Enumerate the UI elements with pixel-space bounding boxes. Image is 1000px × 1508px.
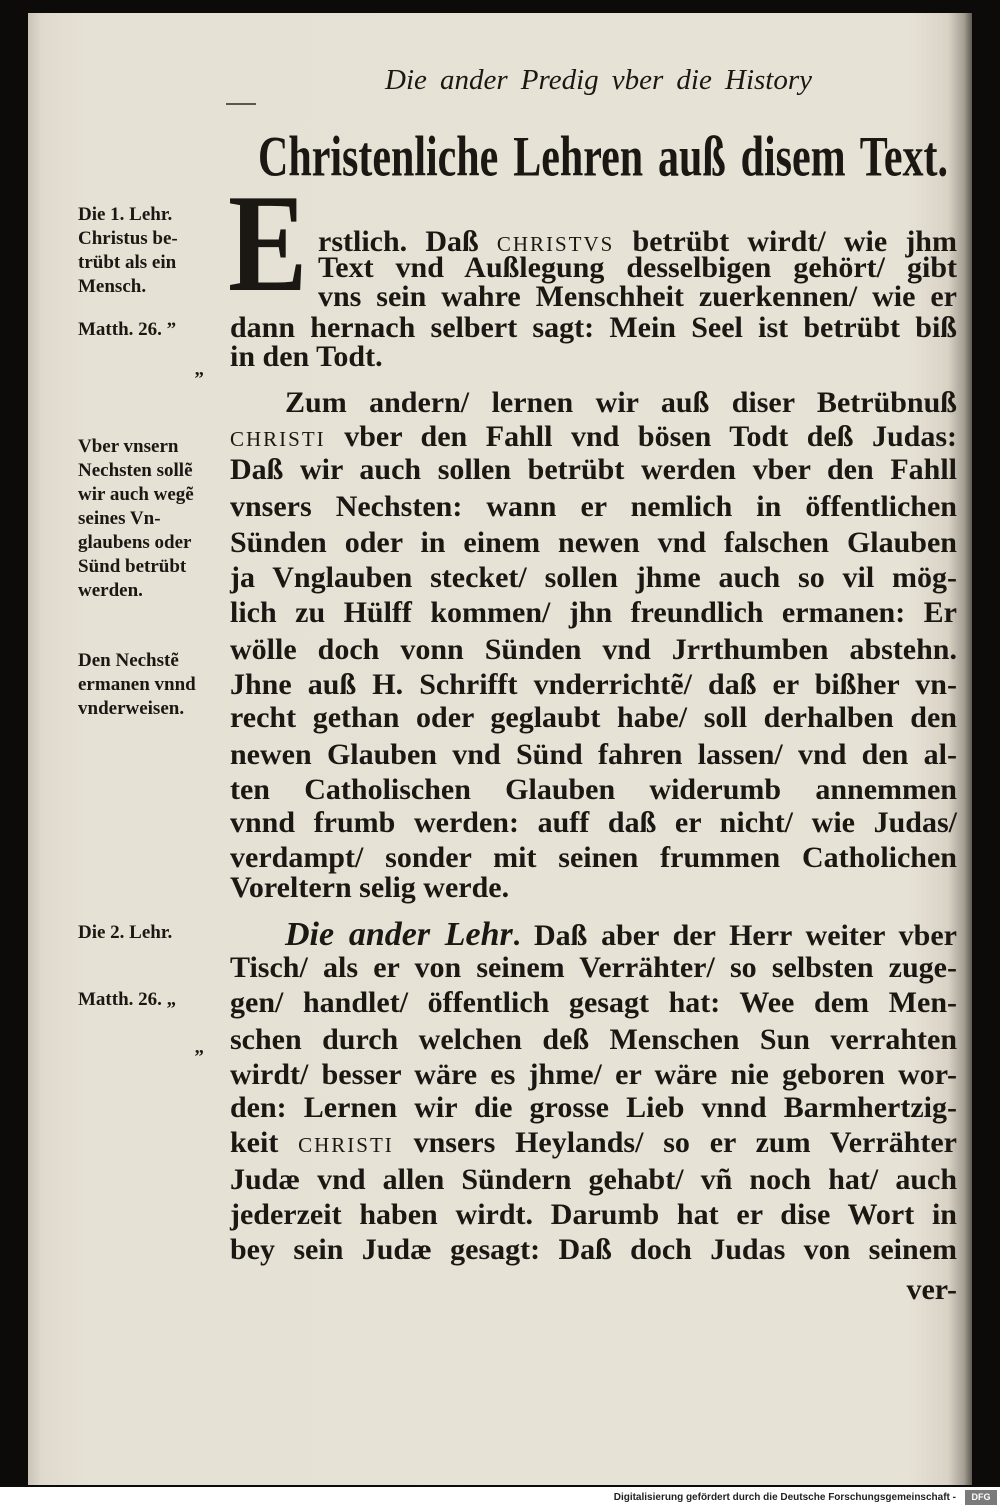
dfg-logo: DFG	[965, 1490, 997, 1505]
text-line: bey sein Judæ gesagt: Daß doch Judas von seinem	[230, 1233, 957, 1266]
margin-note-line: Die 2. Lehr.	[78, 922, 173, 943]
margin-note-reference	[78, 988, 218, 1060]
quotation-mark: „	[194, 1037, 204, 1058]
text-line: Sünden oder in einem newen vnd falschen Glauben	[230, 526, 957, 559]
running-head: Die ander Predig vber die History	[385, 64, 812, 96]
text-line: gen/ handlet/ öffentlich gesagt hat: Wee dem Men-	[230, 986, 957, 1019]
text-line: recht gethan oder geglaubt habe/ soll derhalben den	[230, 701, 957, 734]
text-line: Voreltern selig werde.	[230, 871, 510, 904]
text-line: Tisch/ als er von seinem Verrähter/ so selbsten zuge-	[230, 951, 957, 984]
text-line: Daß wir auch sollen betrübt werden vber den Fahll	[230, 453, 957, 486]
margin-note-line: seines Vn-	[78, 508, 161, 529]
margin-note-line: glaubens oder	[78, 532, 192, 553]
margin-note-reference	[78, 318, 218, 382]
text-line: in den Todt.	[230, 340, 383, 373]
text-segment: vber den Fahll vnd bösen Todt deß Judas:	[325, 420, 957, 453]
margin-note	[78, 203, 218, 299]
margin-note-line: Christus be-	[78, 228, 178, 249]
margin-note-line: Vber vnsern	[78, 436, 179, 457]
text-line: vnnd frumb werden: auff daß er nicht/ wie Judas/	[230, 806, 957, 839]
margin-note-line: Nechsten sollẽ	[78, 460, 193, 481]
small-caps-name: CHRISTI	[230, 427, 326, 451]
section-title: Christenliche Lehren auß disem Text.	[258, 126, 948, 189]
margin-note-line: Matth. 26. ”	[78, 319, 177, 340]
text-line	[230, 1126, 957, 1160]
text-line: newen Glauben vnd Sünd fahren lassen/ vnd den al-	[230, 738, 957, 771]
text-line: Judæ vnd allen Sündern gehabt/ vñ noch hat/ auch	[230, 1163, 957, 1196]
margin-note-line: trübt als ein	[78, 252, 177, 273]
small-caps-name: CHRISTVS	[496, 232, 615, 256]
text-segment: . Daß aber der Herr weiter vber	[512, 919, 957, 952]
text-line	[285, 918, 957, 952]
margin-note-line: Die 1. Lehr.	[78, 204, 173, 225]
digitization-credit: Digitalisierung gefördert durch die Deutsche Forschungsgemeinschaft -	[613, 1492, 956, 1503]
text-line: vns sein wahre Menschheit zuerkennen/ wie er	[318, 280, 957, 313]
section-heading-inline: Die ander Lehr	[285, 916, 513, 953]
text-line: ja Vnglauben stecket/ sollen jhme auch so vil mög-	[230, 561, 957, 594]
margin-note	[78, 921, 218, 945]
catchword: ver-	[906, 1273, 957, 1306]
text-line: schen durch welchen deß Menschen Sun verrahten	[230, 1023, 957, 1056]
text-line: Zum andern/ lernen wir auß diser Betrübnuß	[285, 386, 957, 419]
margin-note-line: Matth. 26. „	[78, 989, 177, 1010]
text-line: wölle doch vonn Sünden vnd Jrrthumben abstehn.	[230, 633, 957, 666]
drop-cap: E	[228, 166, 308, 321]
margin-note-line: ermanen vnnd	[78, 674, 196, 695]
small-caps-name: CHRISTI	[298, 1133, 394, 1157]
margin-note-line: wir auch wegẽ	[78, 484, 194, 505]
margin-note	[78, 435, 218, 603]
text-line: den: Lernen wir die grosse Lieb vnnd Barmhertzig-	[230, 1091, 957, 1124]
text-segment: keit	[230, 1126, 299, 1159]
text-line: verdampt/ sonder mit seinen frummen Catholichen	[230, 841, 957, 874]
text-segment: vnsers Heylands/ so er zum Verrähter	[393, 1126, 957, 1159]
margin-note	[78, 649, 218, 721]
text-line: wirdt/ besser wäre es jhme/ er wäre nie geboren wor-	[230, 1058, 957, 1091]
margin-note-line: Mensch.	[78, 276, 147, 297]
quotation-mark: „	[194, 359, 204, 380]
text-line: dann hernach selbert sagt: Mein Seel ist betrübt biß	[230, 311, 957, 344]
text-line	[230, 420, 957, 454]
text-line: jederzeit haben wirdt. Darumb hat er dise Wort in	[230, 1198, 957, 1231]
rule-mark	[226, 103, 256, 105]
margin-note-line: vnderweisen.	[78, 698, 185, 719]
margin-note-line: Den Nechstẽ	[78, 650, 179, 671]
text-line: lich zu Hülff kommen/ jhn freundlich ermanen: Er	[230, 596, 957, 629]
margin-note-line: Sünd betrübt	[78, 556, 187, 577]
margin-note-line: werden.	[78, 580, 143, 601]
text-line: Text vnd Außlegung desselbigen gehört/ gibt	[318, 251, 957, 284]
text-line: Jhne auß H. Schrifft vnderrichtẽ/ daß er bißher vn-	[230, 668, 957, 701]
text-segment: betrübt wirdt/ wie jhm	[614, 225, 957, 258]
text-segment: rstlich. Daß	[318, 225, 497, 258]
text-line: vnsers Nechsten: wann er nemlich in öffentlichen	[230, 490, 957, 523]
text-line: ten Catholischen Glauben widerumb annemmen	[230, 773, 957, 806]
